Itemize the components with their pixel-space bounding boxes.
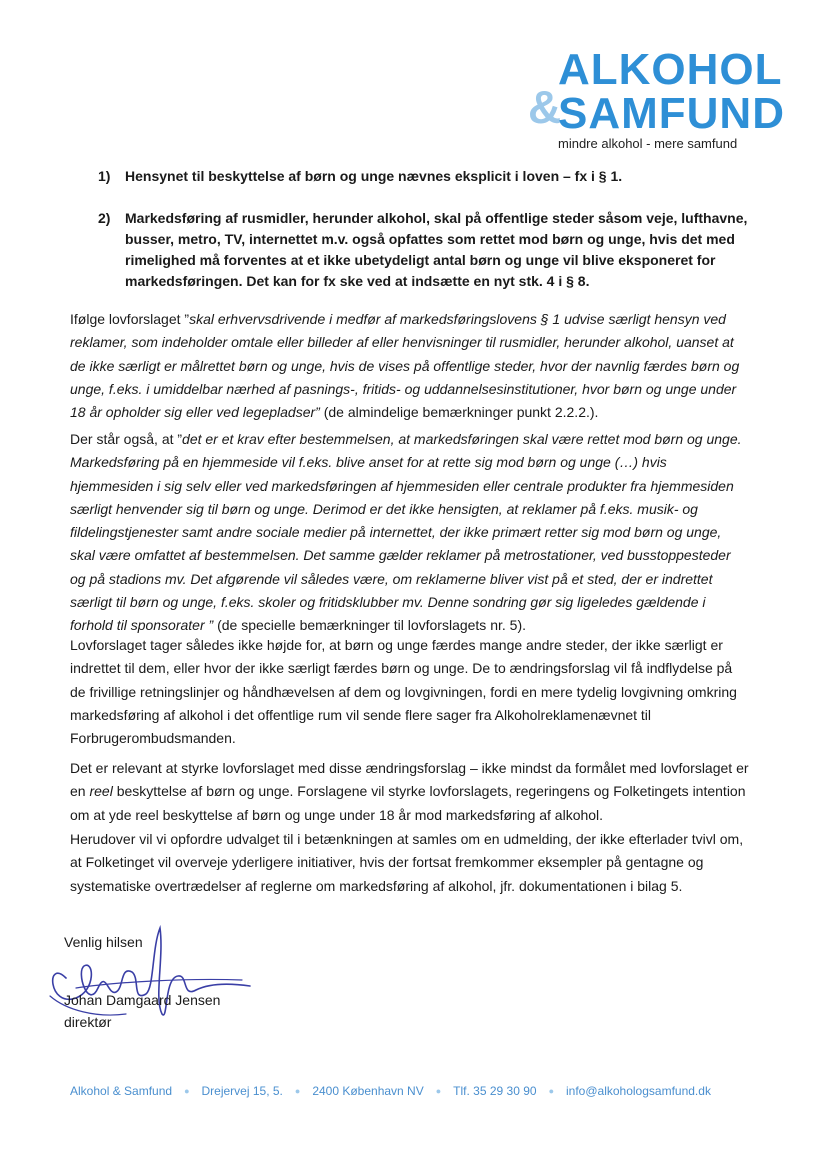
- closing-greeting: Venlig hilsen: [64, 934, 143, 950]
- paragraph-citation: (de almindelige bemærkninger punkt 2.2.2.).: [319, 404, 599, 421]
- paragraph-relevance: [70, 757, 750, 827]
- letter-footer: [70, 1084, 770, 1098]
- bullet-separator-icon: ●: [184, 1086, 190, 1096]
- logo-text-samfund: SAMFUND: [558, 89, 785, 138]
- paragraph-text: Det er relevant at styrke lovforslaget med disse ændringsforslag – ikke mindst da formålet med lovforslaget er en: [70, 760, 749, 800]
- bullet-separator-icon: ●: [548, 1086, 554, 1096]
- logo-text-alkohol: ALKOHOL: [558, 45, 783, 94]
- signature-block: [64, 932, 284, 1032]
- paragraph-request: Herudover vil vi opfordre udvalget til i betænkningen at samles om en udmelding, der ikke efterlader tvivl om, at Folketinget vil overveje yderligere initiativer, hvis der fortsat fremkommer eksempler på gentagne og systematiske overtrædelser af reglerne om markedsføring af alkohol, jfr. dokumentationen i bilag 5.: [70, 831, 744, 894]
- organization-logo: [528, 45, 785, 158]
- footer-phone: Tlf. 35 29 30 90: [453, 1084, 537, 1098]
- logo-ampersand: &: [528, 81, 562, 133]
- footer-organization: Alkohol & Samfund: [70, 1084, 173, 1098]
- quoted-text: det er et krav efter bestemmelsen, at markedsføringen skal være rettet mod børn og unge. Markedsføring på en hjemmeside vil f.eks. blive anset for at rette sig mod børn og unge (…) hvis hjemmesiden i sig selv eller ved markedsføringen af hjemmesiden eller centrale produkter fra hjemmesiden særligt henvender sig til børn og unge. Derimod er det ikke hensigten, at reklamer på f.eks. musik- og fildelingstjenester samt andre sociale medier på internettet, der ikke primært retter sig mod børn og unge, skal være omfattet af bestemmelsen. Det samme gælder reklamer på metrostationer, ved busstoppesteder og på stadions mv. Det afgørende vil således være, om reklamerne bliver vist på et sted, der er indrettet særligt til børn og unge, f.eks. skoler og fritidsklubber mv. Denne sondring gør sig ligeledes gældende i forhold til sponsorater ”: [70, 431, 742, 634]
- emphasis-text: reel: [89, 783, 113, 800]
- paragraph-text: beskyttelse af børn og unge. Forslagene vil styrke lovforslagets, regeringens og Folketingets intention om at yde reel beskyttelse af børn og unge under 18 år mod markedsføring af alkohol.: [70, 783, 746, 823]
- point-text: Hensynet til beskyttelse af børn og unge nævnes eksplicit i loven – fx i § 1.: [125, 168, 623, 184]
- footer-city: 2400 København NV: [312, 1084, 424, 1098]
- footer-email[interactable]: info@alkohologsamfund.dk: [566, 1084, 711, 1098]
- point-number: 2): [98, 210, 111, 226]
- paragraph-remarks-quote: [70, 428, 750, 638]
- point-number: 1): [98, 168, 111, 184]
- paragraph-intro: Ifølge lovforslaget ”: [70, 311, 190, 327]
- bullet-separator-icon: ●: [435, 1086, 442, 1096]
- signatory-title: direktør: [64, 1014, 112, 1030]
- logo-tagline: mindre alkohol - mere samfund: [558, 136, 738, 151]
- footer-street: Drejervej 15, 5.: [201, 1084, 283, 1098]
- quoted-text: skal erhvervsdrivende i medfør af markedsføringslovens § 1 udvise særligt hensyn ved reklamer, som indeholder omtale eller billeder af eller henvisninger til rusmidler, herunder alkohol, uanset at de ikke særligt er målrettet børn og unge, hvis de vises på offentlige steder, hvor der navnlig færdes børn og unge, f.eks. i umiddelbar nærhed af pasnings-, fritids- og uddannelsesinstitutioner, hvor børn og unge under 18 år opholder sig eller ved legepladser”: [70, 311, 740, 421]
- paragraph-consideration: Lovforslaget tager således ikke højde for, at børn og unge færdes mange andre steder, der ikke særligt er indrettet til dem, eller hvor der ikke særligt færdes børn og unge. De to ændringsforslag vil få indflydelse på de frivillige retningslinjer og håndhævelsen af dem og lovgivningen, fordi en mere tydelig lovgivning omkring markedsføring af alkohol i det offentlige rum vil sende flere sager fra Alkoholreklamenævnet til Forbrugerombudsmanden.: [70, 637, 737, 747]
- paragraph-citation: (de specielle bemærkninger til lovforslagets nr. 5).: [213, 617, 526, 634]
- paragraph-intro: Der står også, at ”: [70, 431, 183, 447]
- point-text: Markedsføring af rusmidler, herunder alkohol, skal på offentlige steder såsom veje, lufthavne, busser, metro, TV, internettet m.v. også opfattes som rettet mod børn og unge, hvis det med rimelighed må forventes at et ikke ubetydeligt antal børn og unge vil blive eksponeret for markedsføringen. Det kan for fx ske ved at indsætte en nyt stk. 4 i § 8.: [125, 210, 748, 289]
- paragraph-bill-quote: [70, 308, 750, 424]
- bullet-separator-icon: ●: [294, 1086, 301, 1096]
- signatory-name: Johan Damgaard Jensen: [64, 992, 221, 1008]
